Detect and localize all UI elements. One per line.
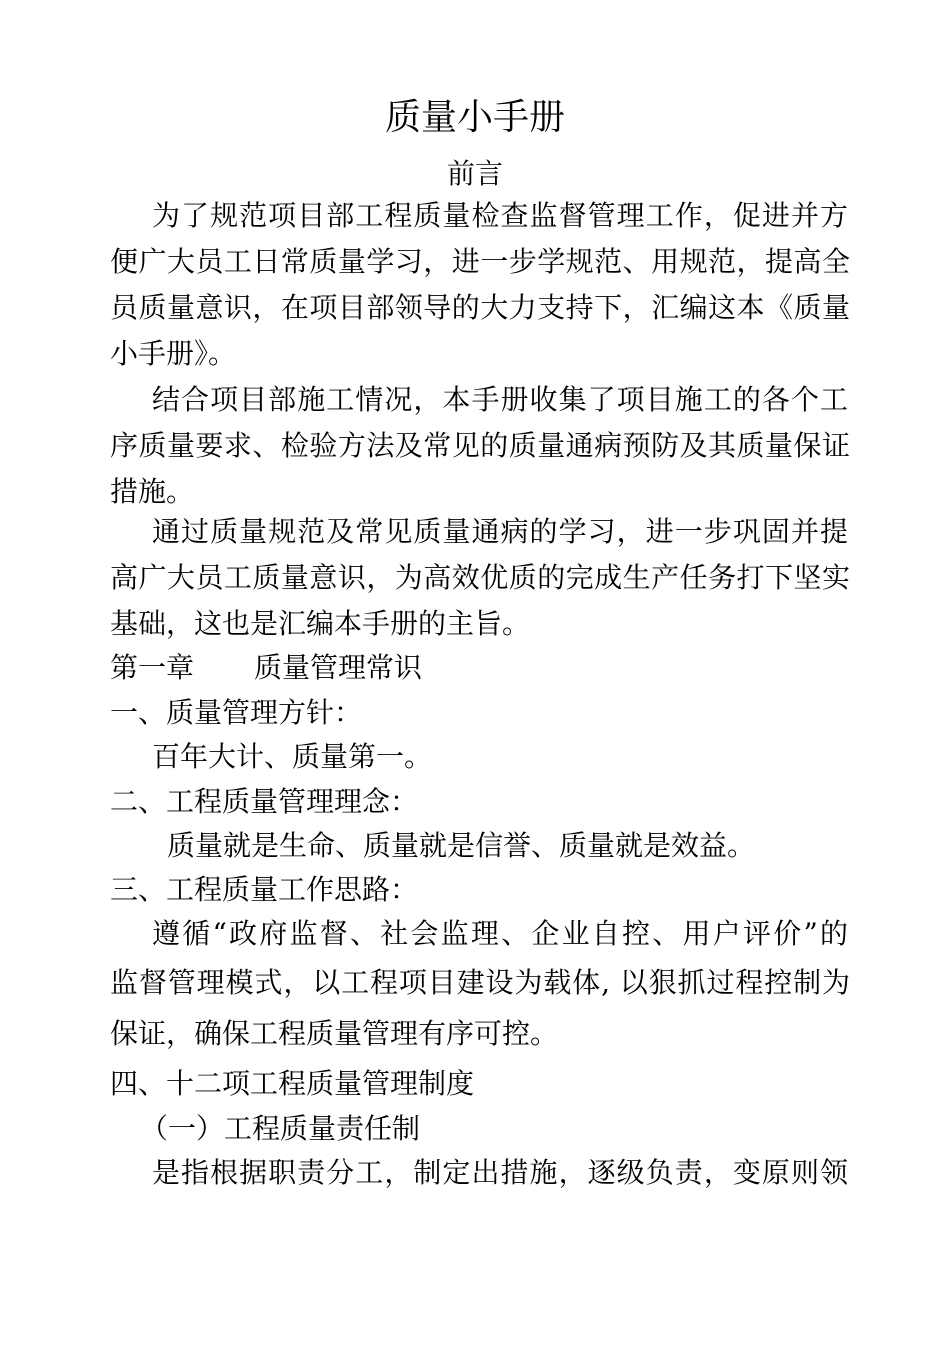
section1-heading: 一、质量管理方针： [110, 696, 363, 729]
para2-line2: 序质量要求、检验方法及常见的质量通病预防及其质量保证 [110, 429, 850, 462]
section2-heading: 二、工程质量管理理念： [110, 785, 419, 818]
para2-line3: 措施。 [110, 475, 195, 508]
section4-text: 是指根据职责分工，制定出措施，逐级负责，变原则领 [152, 1156, 848, 1189]
section1-text: 百年大计、质量第一。 [152, 740, 433, 773]
section2-text: 质量就是生命、质量就是信誉、质量就是效益。 [167, 829, 756, 862]
chapter1-title: 质量管理常识 [254, 651, 423, 684]
document-title: 质量小手册 [384, 97, 565, 138]
section3-line3: 保证，确保工程质量管理有序可控。 [110, 1017, 559, 1050]
chapter1-heading [110, 652, 422, 684]
para3-line2: 高广大员工质量意识，为高效优质的完成生产任务打下坚实 [110, 561, 850, 594]
para2-line1: 结合项目部施工情况，本手册收集了项目施工的各个工 [152, 383, 848, 416]
para3-line3: 基础，这也是汇编本手册的主旨。 [110, 607, 531, 640]
section4-heading: 四、十二项工程质量管理制度 [110, 1067, 475, 1100]
para1-line3: 员质量意识，在项目部领导的大力支持下，汇编这本《质量 [110, 291, 850, 324]
chapter1-number: 第一章 [110, 651, 195, 684]
para3-line1: 通过质量规范及常见质量通病的学习，进一步巩固并提 [152, 515, 848, 548]
para1-line4: 小手册》。 [110, 337, 237, 370]
preface-heading: 前言 [446, 157, 503, 190]
para1-line2: 便广大员工日常质量学习，进一步学规范、用规范，提高全 [110, 245, 850, 278]
section3-line1: 遵循“政府监督、社会监理、企业自控、用户评价”的 [152, 917, 848, 950]
para1-line1: 为了规范项目部工程质量检查监督管理工作，促进并方 [152, 199, 848, 232]
section3-line2: 监督管理模式，以工程项目建设为载体, 以狠抓过程控制为 [110, 966, 850, 999]
section3-heading: 三、工程质量工作思路： [110, 873, 419, 906]
section4-subheading: （一）工程质量责任制 [140, 1112, 421, 1145]
